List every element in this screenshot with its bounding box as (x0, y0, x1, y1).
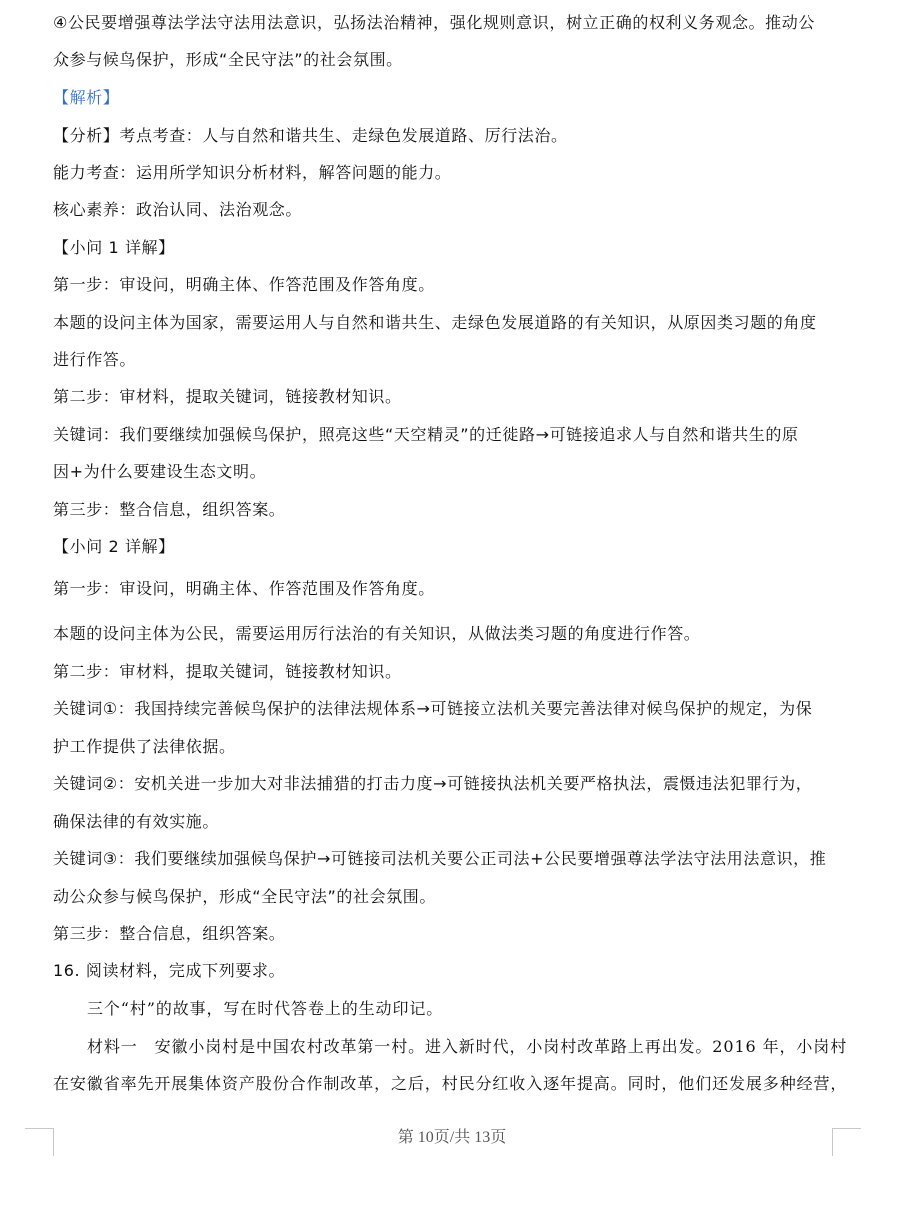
text-line: 第二步：审材料，提取关键词，链接教材知识。 (53, 662, 402, 681)
section-heading-analysis: 【解析】 (53, 88, 120, 107)
page-footer: 第 10页/共 13页 (397, 1129, 507, 1146)
text-line: 动公众参与候鸟保护，形成“全民守法”的社会氛围。 (53, 887, 436, 906)
material-intro: 三个“村”的故事，写在时代答卷上的生动印记。 (87, 999, 444, 1018)
text-line: 关键词①：我国持续完善候鸟保护的法律法规体系→可链接立法机关要完善法律对候鸟保护的规定，为保 (53, 699, 813, 718)
text-line: 第一步：审设问，明确主体、作答范围及作答角度。 (53, 275, 435, 294)
text-line: 第三步：整合信息，组织答案。 (53, 924, 286, 943)
text-line: 因+为什么要建设生态文明。 (53, 462, 267, 481)
text-line: 【分析】考点考查：人与自然和谐共生、走绿色发展道路、厉行法治。 (53, 126, 568, 145)
text-line: 关键词②：安机关进一步加大对非法捕猎的打击力度→可链接执法机关要严格执法，震慑违法犯罪行为， (53, 774, 813, 793)
text-line: 本题的设问主体为公民，需要运用厉行法治的有关知识，从做法类习题的角度进行作答。 (53, 624, 701, 643)
text-line: 关键词③：我们要继续加强候鸟保护→可链接司法机关要公正司法+公民要增强尊法学法守法用法意识，推 (53, 849, 827, 868)
text-line: 众参与候鸟保护，形成“全民守法”的社会氛围。 (53, 50, 403, 69)
text-line: 第一步：审设问，明确主体、作答范围及作答角度。 (53, 579, 435, 598)
text-line: 核心素养：政治认同、法治观念。 (53, 200, 303, 219)
text-line: 护工作提供了法律依据。 (53, 737, 236, 756)
text-line: 第三步：整合信息，组织答案。 (53, 500, 286, 519)
subquestion-heading: 【小问 2 详解】 (53, 537, 175, 556)
text-line: ④公民要增强尊法学法守法用法意识，弘扬法治精神，强化规则意识，树立正确的权利义务观念。推动公 (53, 13, 815, 32)
text-line: 关键词：我们要继续加强候鸟保护，照亮这些“天空精灵”的迁徙路→可链接追求人与自然和谐共生的原 (53, 425, 799, 444)
material-text-line: 材料一 安徽小岗村是中国农村改革第一村。进入新时代，小岗村改革路上再出发。2016 年，小岗村 (87, 1037, 848, 1056)
material-text-line: 在安徽省率先开展集体资产股份合作制改革，之后，村民分红收入逐年提高。同时，他们还发展多种经营， (53, 1074, 848, 1093)
text-line: 本题的设问主体为国家，需要运用人与自然和谐共生、走绿色发展道路的有关知识，从原因类习题的角度 (53, 313, 817, 332)
text-line: 进行作答。 (53, 350, 137, 369)
subquestion-heading: 【小问 1 详解】 (53, 238, 175, 257)
text-line: 第二步：审材料，提取关键词，链接教材知识。 (53, 387, 402, 406)
text-line: 确保法律的有效实施。 (53, 812, 220, 831)
question-number-16: 16. 阅读材料，完成下列要求。 (53, 961, 286, 980)
text-line: 能力考查：运用所学知识分析材料，解答问题的能力。 (53, 163, 452, 182)
